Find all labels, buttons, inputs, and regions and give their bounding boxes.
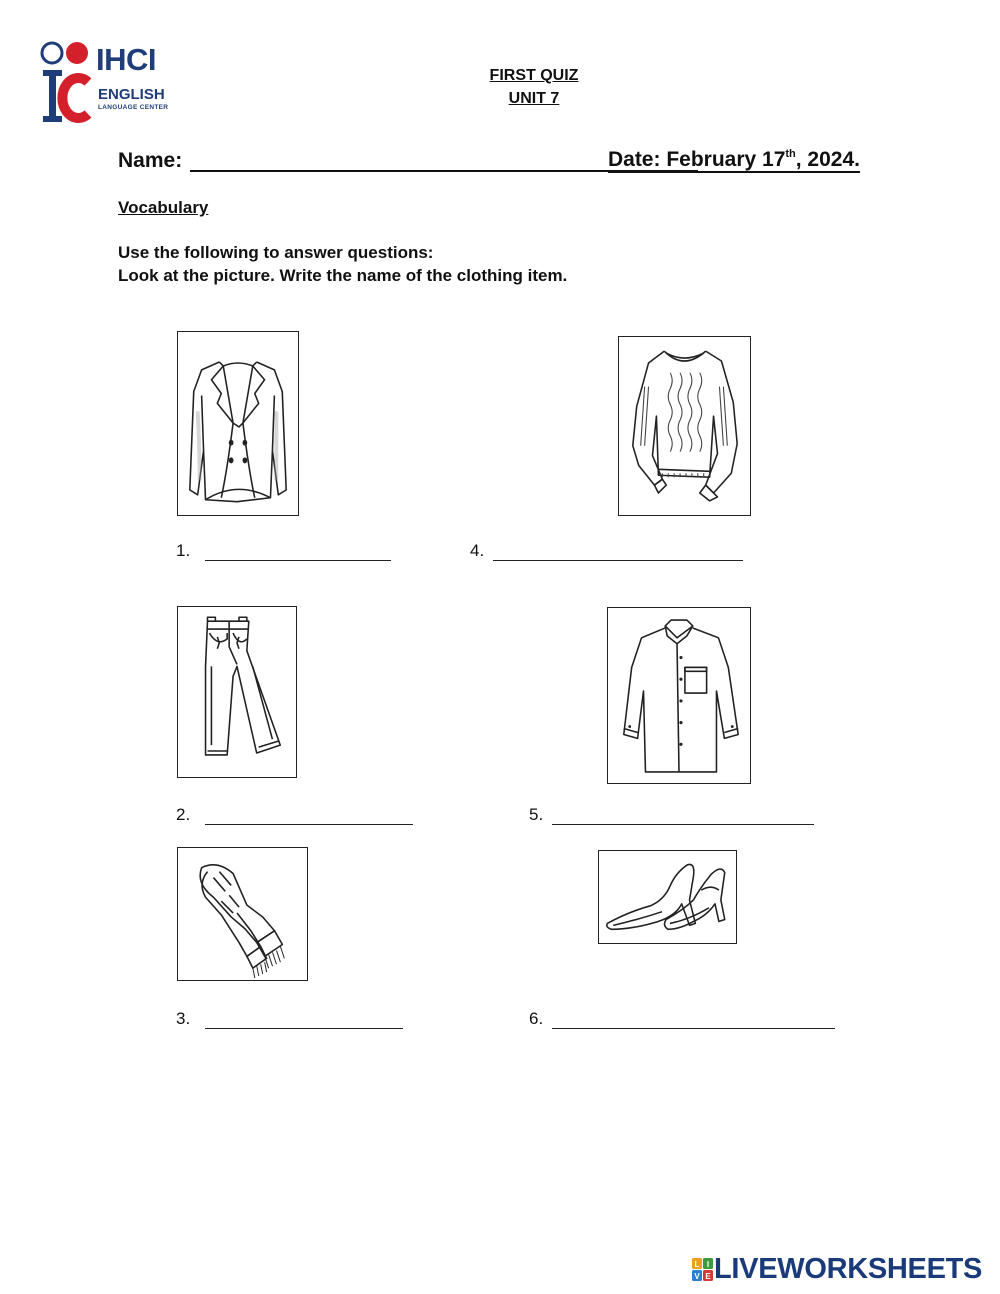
logo-mark-icon: [40, 40, 96, 128]
quiz-unit: UNIT 7: [508, 90, 560, 107]
tile-letter: V: [694, 1272, 700, 1281]
tile-letter: L: [694, 1260, 700, 1269]
answer-row-3: [176, 1009, 411, 1031]
ihci-logo: [40, 40, 180, 128]
answer-number: 4.: [470, 541, 485, 560]
liveworksheets-logo-icon: [692, 1258, 714, 1282]
sweater-icon: [619, 337, 750, 515]
answer-row-6: [529, 1009, 839, 1031]
instruction-line-1: Use the following to answer questions:: [118, 243, 434, 262]
answer-blank-4[interactable]: [493, 560, 743, 561]
answer-blank-3[interactable]: [205, 1028, 403, 1029]
answer-row-5: [529, 805, 819, 827]
pants-icon: [178, 607, 296, 777]
quiz-title: FIRST QUIZ: [489, 67, 579, 84]
scarf-icon: [178, 848, 307, 980]
answer-blank-2[interactable]: [205, 824, 413, 825]
date-text: [608, 149, 860, 173]
liveworksheets-brand: [690, 1252, 990, 1286]
logo-name: IHCI: [96, 42, 156, 77]
tile-letter: I: [706, 1260, 710, 1269]
picture-frame-5: [607, 607, 751, 784]
instruction-line-2: Look at the picture. Write the name of the clothing item.: [118, 266, 568, 285]
answer-row-2: [176, 805, 421, 827]
answer-blank-1[interactable]: [205, 560, 391, 561]
brand-name[interactable]: LIVEWORKSHEETS: [714, 1253, 983, 1285]
answer-row-1: [176, 541, 396, 563]
logo-tagline: LANGUAGE CENTER: [98, 104, 169, 111]
name-label: Name:: [118, 149, 183, 172]
high-heel-shoes-icon: [599, 851, 736, 943]
name-date-row: [118, 146, 860, 176]
picture-frame-6: [598, 850, 737, 944]
date-ordinal: th: [785, 148, 796, 160]
answer-number: 3.: [176, 1009, 191, 1028]
answer-blank-5[interactable]: [552, 824, 814, 825]
tile-letter: E: [705, 1272, 711, 1281]
logo-subtitle: ENGLISH: [98, 86, 165, 103]
picture-frame-1: [177, 331, 299, 516]
answer-number: 6.: [529, 1009, 544, 1028]
section-heading: Vocabulary: [118, 198, 209, 217]
answer-number: 1.: [176, 541, 191, 560]
answer-number: 5.: [529, 805, 544, 824]
date-suffix: , 2024.: [795, 148, 860, 171]
answer-row-4: [470, 541, 750, 563]
date-prefix: Date: February 17: [607, 148, 786, 171]
blazer-jacket-icon: [178, 332, 298, 515]
picture-frame-2: [177, 606, 297, 778]
answer-blank-6[interactable]: [552, 1028, 835, 1029]
picture-frame-3: [177, 847, 308, 981]
picture-frame-4: [618, 336, 751, 516]
answer-number: 2.: [176, 805, 191, 824]
shirt-icon: [608, 608, 750, 783]
